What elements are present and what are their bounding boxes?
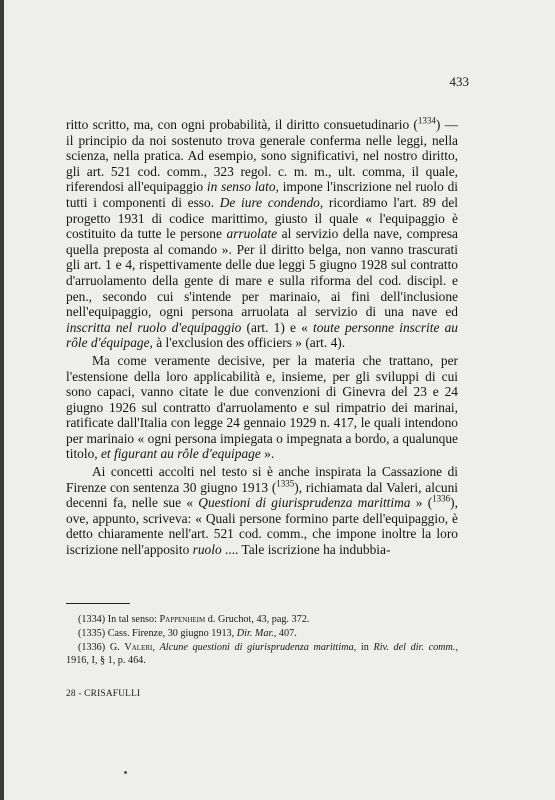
paper-speck	[124, 771, 127, 774]
text-run: à l'exclusion des officiers » (art. 4).	[152, 335, 346, 351]
footnote-ref: 1334	[417, 115, 436, 126]
paragraph	[66, 353, 458, 462]
printer-signature: 28 - CRISAFULLI	[66, 689, 141, 699]
text-run: Ma come veramente decisive, per la materia che trattano, per l'estensione della loro applicabilità e, insieme, per gli sviluppi di cui sono capaci, vanno citate le due convenzioni di Ginevra del 23 e 24 giugno 1926 sul contratto d'arruolamento e sul rimpatrio dei marinai, ratificate dall'Italia con legge 24 gennaio 1929 n. 417, le quali intendono per marinaio « ogni persona impiegata o impegnata a bordo, a qualunque titolo,	[66, 352, 458, 462]
text-run: ».	[260, 446, 275, 462]
text-run: ritto scritto, ma, con ogni probabilità, il diritto consuetudinario (	[66, 117, 418, 132]
text-run: (1334) In tal senso:	[78, 614, 160, 625]
text-run: et figurant au rôle d'equipage	[100, 446, 261, 462]
text-run: (1335) Cass. Firenze, 30 giugno 1913,	[78, 628, 237, 640]
text-run: impone l'inscrizione nel ruolo di tutti i componenti di esso.	[66, 179, 459, 210]
paragraph	[66, 117, 458, 351]
text-run: ) — il principio da noi sostenuto trova generale conferma nelle leggi, nella scienza, nella pratica. Ad esempio, sono significativi, nel nostro diritto, gli art. 521 cod. comm., 323 regol. c. m. m., ult. comma, il quale, riferendosi all'equipaggio	[66, 117, 458, 195]
text-run: arruolate	[226, 226, 278, 242]
text-run: 1916, I, § 1, p. 464.	[66, 654, 146, 666]
footnote-ref: 1336	[432, 493, 451, 504]
text-run: Riv. del dir. comm.,	[373, 642, 458, 654]
text-run: Ai concetti accolti nel testo si è anche inspirata la Cassazione di Firenze con sentenza 30 giugno 1913 (	[66, 464, 458, 495]
text-run: Alcune questioni di giurisprudenza marittima,	[159, 642, 357, 654]
footnote	[66, 628, 458, 640]
text-run: al servizio della nave, compresa quella preposta al comando ». Per il diritto belga, non vanno trascurati gli art. 1 e 4, rispettivamente delle due leggi 5 giugno 1928 sul contratto d'arruolamento della gente di mare e sulla riforma del cod. discipl. e pen., secondo cui s'intende per marinaio, ai fini dell'inclusione nell'equipaggio, ogni persona arruolata al servizio di una nave ed	[66, 226, 459, 320]
page-number: 433	[449, 74, 469, 89]
text-run: Pappenheim	[159, 614, 206, 625]
body-text	[66, 117, 458, 558]
footnotes	[66, 614, 458, 669]
text-run: (art. 1) e «	[241, 319, 314, 335]
text-run: toute personne inscrite au rôle d'équipage,	[66, 319, 458, 351]
text-run: (1336) G.	[78, 642, 125, 654]
paragraph	[66, 464, 458, 558]
text-run: 407.	[276, 628, 297, 640]
text-run: d. Gruchot, 43, pag. 372.	[205, 614, 310, 625]
text-run: inscritta nel ruolo d'equipaggio	[66, 319, 242, 335]
footnote-ref: 1335	[276, 478, 295, 489]
footnote	[66, 642, 458, 666]
text-run: ricordiamo l'art. 89 del progetto 1931 di codice marittimo, giusto il quale « l'equipaggio è costituito da tutte le persone	[66, 194, 458, 242]
text-run: in senso lato,	[206, 179, 279, 195]
book-page	[4, 0, 555, 800]
text-run: ruolo	[192, 542, 222, 558]
text-run: ), ove, appunto, scriveva: « Quali persone formino parte dell'equipaggio, è detto chiaramente nell'art. 521 cod. comm., che impone inoltre la loro iscrizione nell'apposito	[66, 495, 458, 558]
text-run: Dir. Mar.,	[236, 628, 277, 640]
text-run: ), richiamata dal Valeri, alcuni decenni fa, nelle sue «	[66, 479, 458, 511]
text-run: » (	[410, 495, 433, 511]
footnote-rule	[66, 603, 130, 604]
text-run: in	[356, 642, 374, 654]
text-run: De iure condendo,	[219, 194, 324, 210]
text-run: .... Tale iscrizione ha indubbia-	[221, 542, 391, 558]
footnote	[66, 614, 458, 626]
text-run: Valeri,	[124, 642, 155, 654]
text-run: Questioni di giurisprudenza marittima	[198, 495, 411, 511]
